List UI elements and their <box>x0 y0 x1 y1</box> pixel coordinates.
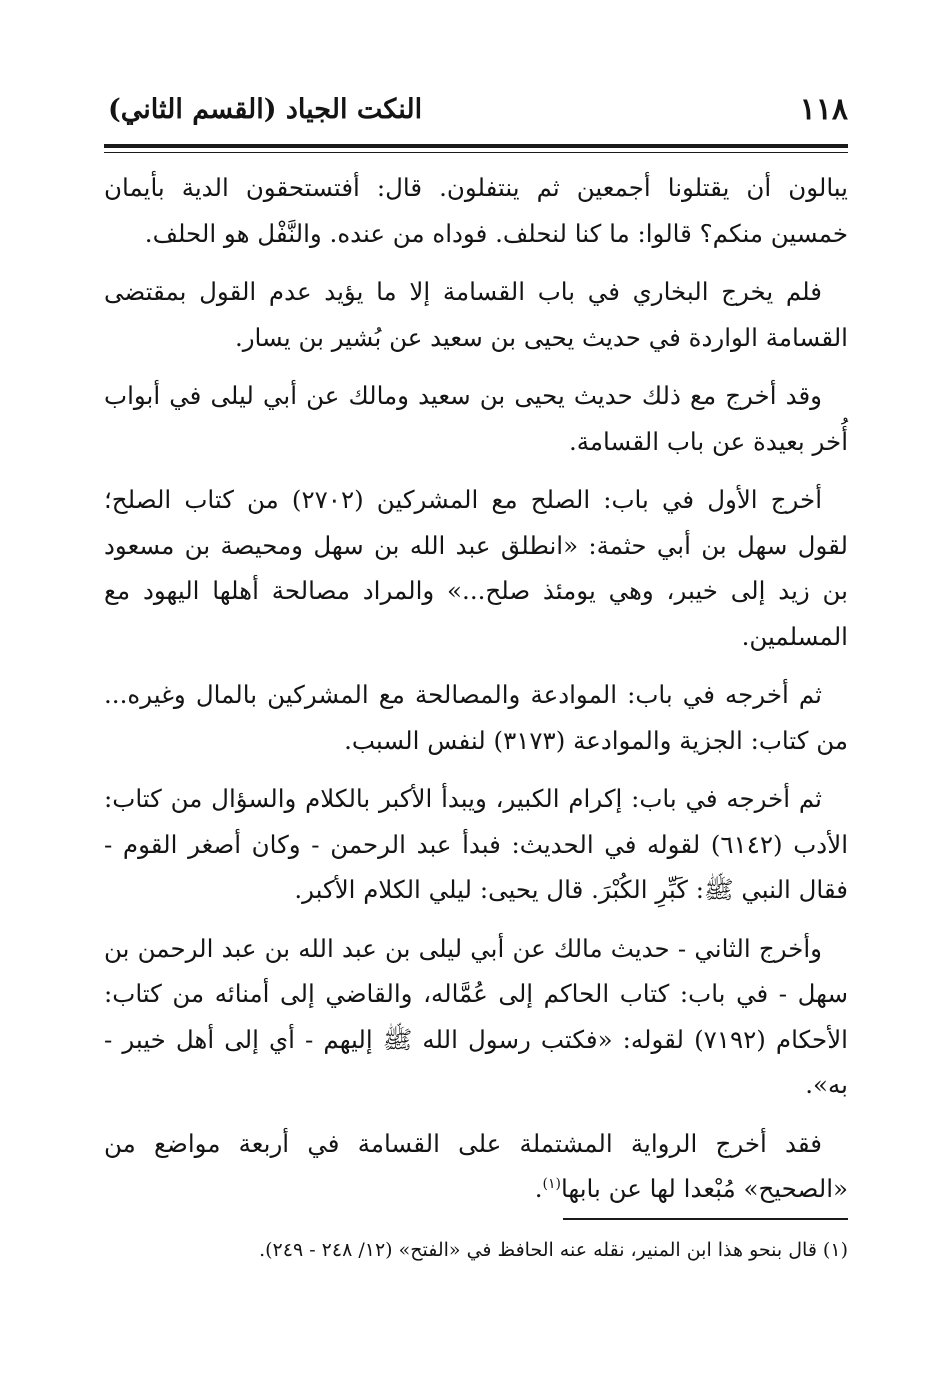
paragraph: وأخرج الثاني - حديث مالك عن أبي ليلى بن عبد الله بن عبد الرحمن بن سهل - في باب: كتاب الحاكم إلى عُمَّاله، والقاضي إلى أمنائه من كتاب: الأحكام (٧١٩٢) لقوله: «فكتب رسول الله ﷺ إليهم - أي إلى أهل خيبر - به». <box>104 933 848 1099</box>
page-number: ١١٨ <box>799 92 848 127</box>
main-text <box>104 165 848 1225</box>
paragraph: يبالون أن يقتلونا أجمعين ثم ينتفلون. قال: أفتستحقون الدية بأيمان خمسين منكم؟ قالوا: ما كنا لنحلف. فوداه من عنده. والنَّفْل هو الحلف. <box>104 173 848 248</box>
running-title: النكت الجياد (القسم الثاني) <box>108 94 423 125</box>
paragraph-final <box>104 1121 848 1212</box>
paragraph: فلم يخرج البخاري في باب القسامة إلا ما يؤيد عدم القول بمقتضى القسامة الواردة في حديث يحيى بن سعيد عن بُشير بن يسار. <box>104 277 848 352</box>
paragraph: أخرج الأول في باب: الصلح مع المشركين (٢٧٠٢) من كتاب الصلح؛ لقول سهل بن أبي حثمة: «انطلق عبد الله بن سهل ومحيصة بن مسعود بن زيد إلى خيبر، وهي يومئذ صلح...» والمراد مصالحة أهلها اليهود مع المسلمين. <box>104 485 848 651</box>
paragraph-text: فقد أخرج الرواية المشتملة على القسامة في أربعة مواضع من «الصحيح» مُبْعدا لها عن بابها <box>104 1128 848 1203</box>
page-header <box>108 92 848 136</box>
paragraph-end: . <box>534 1174 543 1203</box>
header-rule-thick <box>104 144 848 148</box>
paragraph: ثم أخرجه في باب: إكرام الكبير، ويبدأ الأكبر بالكلام والسؤال من كتاب: الأدب (٦١٤٢) لقوله في الحديث: فبدأ عبد الرحمن - وكان أصغر القوم - فقال النبي ﷺ: كَبِّرِ الكُبْرَ. قال يحيى: ليلي الكلام الأكبر. <box>104 784 848 904</box>
paragraph: وقد أخرج مع ذلك حديث يحيى بن سعيد ومالك عن أبي ليلى في أبواب أُخر بعيدة عن باب القسامة. <box>104 381 848 456</box>
header-rule-thin <box>104 152 848 153</box>
footnote: (١) قال بنحو هذا ابن المنير، نقله عنه الحافظ في «الفتح» (١٢/ ٢٤٨ - ٢٤٩). <box>259 1239 848 1261</box>
footnote-marker[interactable]: (١) <box>542 1175 561 1192</box>
paragraph: ثم أخرجه في باب: الموادعة والمصالحة مع المشركين بالمال وغيره... من كتاب: الجزية والموادعة (٣١٧٣) لنفس السبب. <box>104 680 848 755</box>
footnote-rule <box>563 1218 848 1220</box>
